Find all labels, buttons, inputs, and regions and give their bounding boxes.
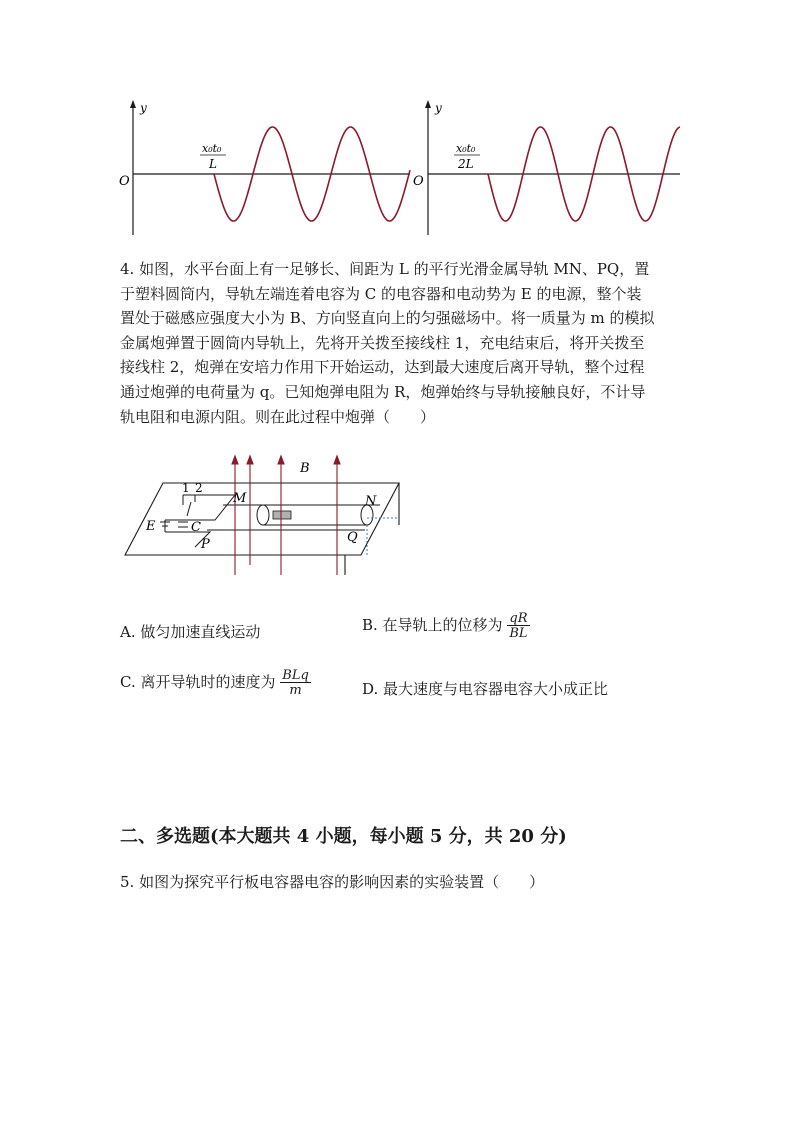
circuit-wire-top [165,495,235,520]
field-arrow [278,456,284,464]
right-y-label: y [435,101,442,115]
option-B-numerator: qR [509,611,528,626]
railgun-figure [115,450,415,580]
option-D-text: D. 最大速度与电容器电容大小成正比 [362,680,609,698]
wave-graphs-figure [0,0,794,250]
right-frac-numerator: x₀t₀ [456,142,476,155]
left-frac-denominator: L [209,157,217,171]
right-y-arrow [425,100,431,108]
label-Q: Q [347,530,358,545]
left-wave-graph [119,100,410,235]
option-C-text: C. 离开导轨时的速度为 [120,673,276,691]
option-A[interactable] [120,621,260,642]
option-A-text: A. 做匀加速直线运动 [120,623,261,641]
switch-blade [187,502,191,516]
projectile [273,511,291,519]
label-P: P [201,537,210,552]
left-y-label: y [140,101,147,115]
label-terminal-2: 2 [195,481,203,495]
option-C[interactable] [120,669,311,697]
option-B-denominator: BL [509,626,528,641]
question-4-stem [120,257,680,429]
field-arrow [232,456,238,464]
label-E: E [146,519,156,534]
label-B: B [300,461,310,476]
right-frac-denominator: 2L [458,157,474,171]
question-4-line: 轨电阻和电源内阻。则在此过程中炮弹（ ） [120,407,436,426]
option-C-fraction [280,669,311,697]
question-4-line: 置处于磁感应强度大小为 B、方向竖直向上的匀强磁场中。将一质量为 m 的模拟 [120,309,655,328]
label-terminal-1: 1 [182,481,190,495]
option-B-text: B. 在导轨上的位移为 [362,616,503,634]
left-y-arrow [130,100,136,108]
switch-terminals [183,495,195,505]
question-4-line: 金属炮弹置于圆筒内导轨上，先将开关拨至接线柱 1，充电结束后，将开关拨至 [120,333,645,352]
field-arrow [334,456,340,464]
field-arrow [247,456,253,464]
right-wave-graph [413,100,680,235]
section-2-title: 二、多选题(本大题共 4 小题，每小题 5 分，共 20 分) [120,826,567,847]
left-origin-label: O [119,174,130,189]
tube-left-end [257,505,269,525]
option-C-denominator: m [280,682,311,697]
option-C-numerator: BLq [282,668,309,683]
label-N: N [365,494,377,509]
right-origin-label: O [413,174,424,189]
table-surface [125,483,399,555]
question-4-line: 于塑料圆筒内，导轨左端连着电容为 C 的电容器和电动势为 E 的电源，整个装 [120,284,642,303]
left-frac-numerator: x₀t₀ [202,142,222,155]
label-C: C [191,520,201,535]
option-B-fraction [507,612,529,640]
question-4-line: 接线柱 2，炮弹在安培力作用下开始运动，达到最大速度后离开导轨，整个过程 [120,358,645,377]
option-B[interactable] [362,612,530,640]
question-4-line: 4. 如图，水平台面上有一足够长、间距为 L 的平行光滑金属导轨 MN、PQ，置 [120,260,650,278]
question-5-stem: 5. 如图为探究平行板电容器电容的影响因素的实验装置（ ） [120,873,545,891]
label-M: M [233,491,247,506]
option-D[interactable] [362,678,608,699]
question-4-line: 通过炮弹的电荷量为 q。已知炮弹电阻为 R，炮弹始终与导轨接触良好，不计导 [120,382,646,401]
